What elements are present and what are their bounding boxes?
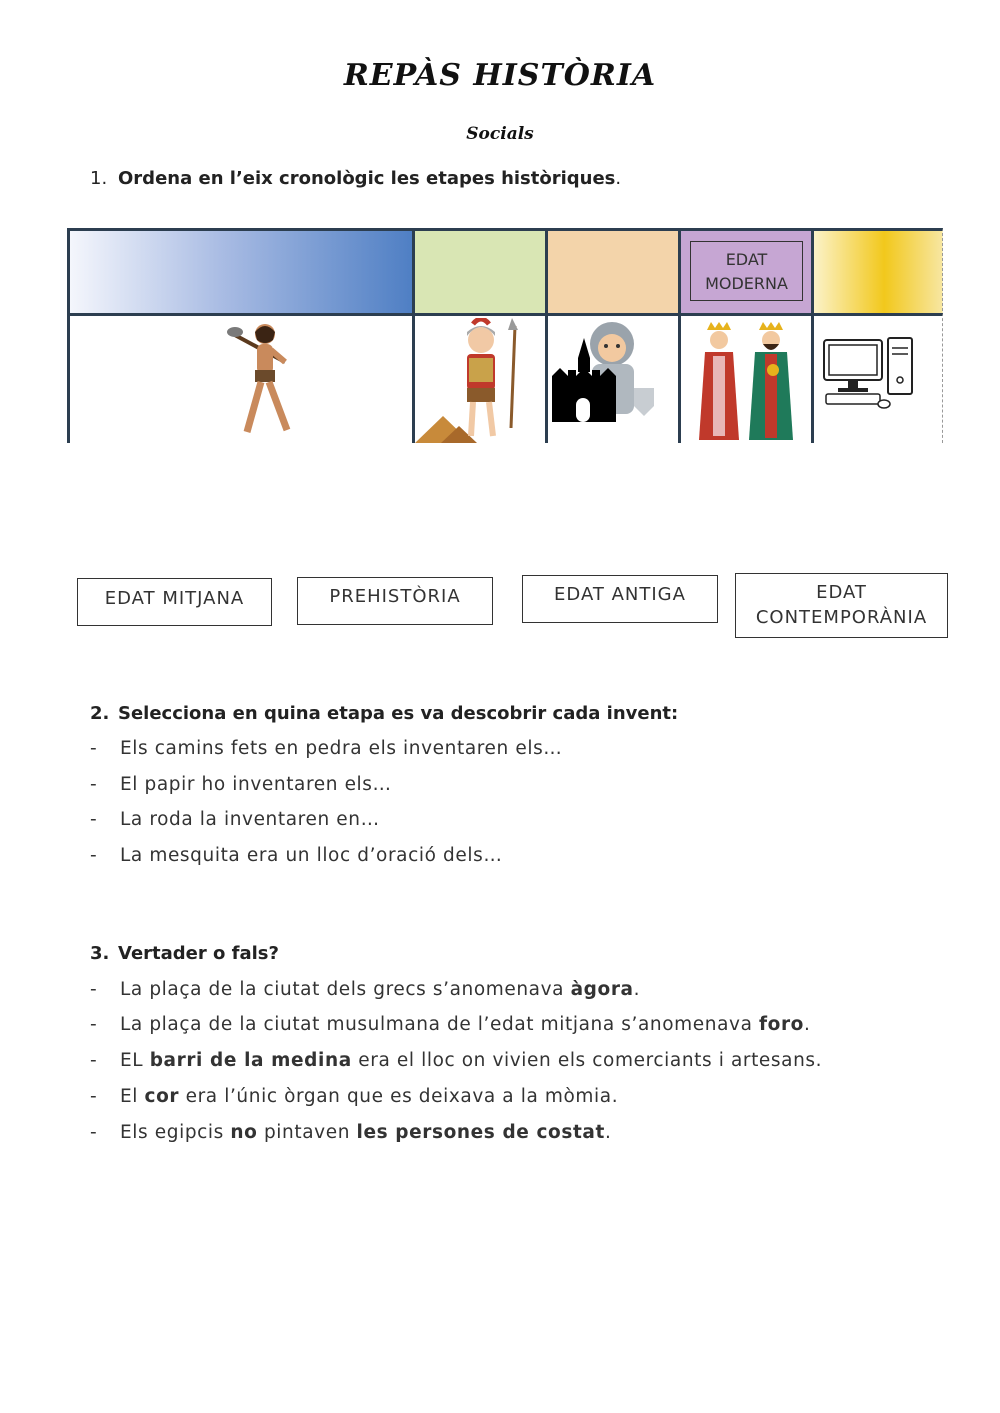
q2-item-1: - Els camins fets en pedra els inventaren els… (90, 738, 563, 759)
q3-statement-2: - La plaça de la ciutat musulmana de l’edat mitjana s’anomenava foro. (90, 1014, 811, 1035)
q3-s3-end: era el lloc on vivien els comerciants i artesans. (351, 1050, 823, 1071)
option-prehistoria[interactable]: PREHISTÒRIA (297, 577, 493, 625)
q3-s5-bold: no (230, 1122, 258, 1143)
option-edat-contemporania[interactable] (735, 573, 948, 638)
timeline-image-cell-1 (67, 313, 415, 443)
question-3-text: Vertader o fals? (118, 943, 279, 964)
timeline-slot-1[interactable] (67, 228, 415, 316)
question-1-period: . (615, 168, 622, 189)
q2-item-3-text: La roda la inventaren en… (120, 809, 380, 830)
q2-item-3: - La roda la inventaren en… (90, 809, 380, 830)
q2-item-4-text: La mesquita era un lloc d’oració dels… (120, 845, 503, 866)
question-2 (90, 703, 678, 724)
kings-queen-icon (693, 322, 803, 442)
timeline-slot-3[interactable] (545, 228, 681, 316)
q3-s1-end: . (633, 979, 641, 1000)
q3-s2-bold: foro (759, 1014, 804, 1035)
q3-statement-4: - El cor era l’únic òrgan que es deixava a la mòmia. (90, 1086, 619, 1107)
timeline-image-cell-5 (811, 313, 943, 443)
timeline-image-cell-4 (678, 313, 814, 443)
q2-item-2: - El papir ho inventaren els… (90, 774, 392, 795)
timeline-image-cell-2 (412, 313, 548, 443)
q3-s3-text: EL (120, 1050, 150, 1071)
q3-s2-end: . (804, 1014, 811, 1035)
q3-statement-5: - Els egipcis no pintaven les persones de costat. (90, 1122, 612, 1143)
q3-s2-text: La plaça de la ciutat musulmana de l’edat mitjana s’anomenava (120, 1014, 759, 1035)
q3-s1-bold: àgora (570, 979, 634, 1000)
q2-item-1-text: Els camins fets en pedra els inventaren els… (120, 738, 563, 759)
question-3 (90, 943, 279, 964)
q3-s5-mid: pintaven (257, 1122, 357, 1143)
q3-statement-1: - La plaça de la ciutat dels grecs s’anomenava àgora. (90, 979, 641, 1000)
roman-soldier-icon (415, 318, 545, 443)
question-3-number: 3. (90, 943, 110, 964)
option-edat-antiga[interactable]: EDAT ANTIGA (522, 575, 718, 623)
timeline-image-cell-3 (545, 313, 681, 443)
q3-s4-text: El (120, 1086, 145, 1107)
fixed-label-line2: MODERNA (705, 274, 788, 293)
page-subtitle: Socials (466, 124, 534, 144)
fixed-label-edat-moderna (690, 241, 803, 301)
timeline-slot-4 (678, 228, 814, 316)
fixed-label-line1: EDAT (725, 250, 768, 269)
q3-s5-text: Els egipcis (120, 1122, 231, 1143)
q3-s1-text: La plaça de la ciutat dels grecs s’anomenava (120, 979, 571, 1000)
question-1-text: Ordena en l’eix cronològic les etapes històriques (118, 168, 616, 189)
option-4-line1: EDAT (816, 582, 867, 603)
q2-item-2-text: El papir ho inventaren els… (120, 774, 392, 795)
computer-icon (822, 336, 922, 412)
q3-s5-bold-2: les persones de costat (356, 1122, 605, 1143)
q3-s3-bold: barri de la medina (149, 1050, 352, 1071)
q3-statement-3: - EL barri de la medina era el lloc on vivien els comerciants i artesans. (90, 1050, 823, 1071)
q3-s4-end: era l’únic òrgan que es deixava a la mòmia. (179, 1086, 619, 1107)
question-2-number: 2. (90, 703, 110, 724)
option-edat-mitjana[interactable]: EDAT MITJANA (77, 578, 272, 626)
timeline-slot-2[interactable] (412, 228, 548, 316)
question-1 (90, 168, 621, 189)
question-2-text: Selecciona en quina etapa es va descobrir cada invent: (118, 703, 679, 724)
option-4-line2: CONTEMPORÀNIA (755, 607, 928, 628)
page-title: REPÀS HISTÒRIA (343, 58, 657, 93)
question-1-number: 1. (90, 168, 108, 189)
timeline (67, 228, 940, 440)
timeline-slot-5[interactable] (811, 228, 943, 316)
q2-item-4: - La mesquita era un lloc d’oració dels… (90, 845, 503, 866)
q3-s5-end: . (604, 1122, 612, 1143)
caveman-icon (225, 320, 305, 438)
q3-s4-bold: cor (144, 1086, 180, 1107)
medieval-knight-castle-icon (550, 318, 680, 443)
